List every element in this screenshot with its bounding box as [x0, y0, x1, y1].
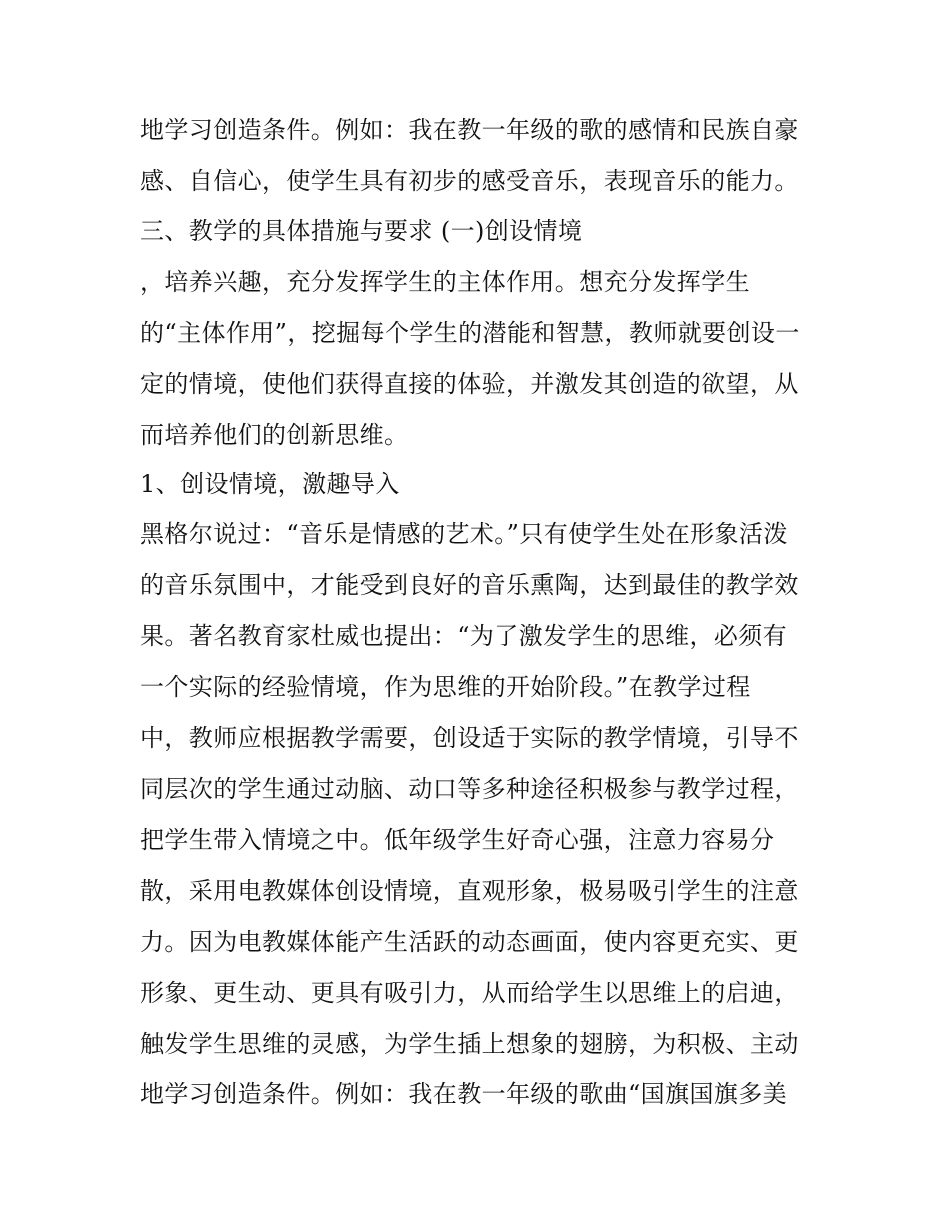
text-line-6: 定的情境，使他们获得直接的体验，并激发其创造的欲望，从 — [140, 370, 799, 398]
text-line-13: 中，教师应根据教学需要，创设适于实际的教学情境，引导不 — [140, 724, 799, 752]
text-line-1: 地学习创造条件。例如：我在教一年级的歌的感情和民族自豪 — [140, 116, 799, 144]
text-line-19: 触发学生思维的灵感，为学生插上想象的翅膀，为积极、主动 — [140, 1030, 799, 1058]
text-line-14: 同层次的学生通过动脑、动口等多种途径积极参与教学过程， — [140, 775, 799, 803]
text-line-15: 把学生带入情境之中。低年级学生好奇心强，注意力容易分 — [140, 826, 775, 854]
text-line-11: 果。著名教育家杜威也提出：“为了激发学生的思维，必须有 — [140, 622, 788, 650]
text-line-17: 力。因为电教媒体能产生活跃的动态画面，使内容更充实、更 — [140, 928, 799, 956]
subsection-heading: 1、创设情境，激趣导入 — [140, 470, 400, 498]
section-heading: 三、教学的具体措施与要求 (一)创设情境 — [140, 217, 583, 245]
text-line-18: 形象、更生动、更具有吸引力，从而给学生以思维上的启迪， — [140, 979, 799, 1007]
text-line-5: 的“主体作用”，挖掘每个学生的潜能和智慧，教师就要创设一 — [140, 319, 800, 347]
text-line-2: 感、自信心，使学生具有初步的感受音乐，表现音乐的能力。 — [140, 167, 799, 195]
text-line-10: 的音乐氛围中，才能受到良好的音乐熏陶，达到最佳的教学效 — [140, 571, 799, 599]
text-line-9: 黑格尔说过：“音乐是情感的艺术。”只有使学生处在形象活泼 — [140, 520, 788, 548]
text-line-16: 散，采用电教媒体创设情境，直观形象，极易吸引学生的注意 — [140, 877, 799, 905]
text-line-12: 一个实际的经验情境，作为思维的开始阶段。”在教学过程 — [140, 673, 751, 701]
text-line-20: 地学习创造条件。例如：我在教一年级的歌曲“国旗国旗多美 — [140, 1080, 788, 1108]
text-line-4: ，培养兴趣，充分发挥学生的主体作用。想充分发挥学生 — [140, 268, 750, 296]
text-line-7: 而培养他们的创新思维。 — [140, 421, 409, 449]
